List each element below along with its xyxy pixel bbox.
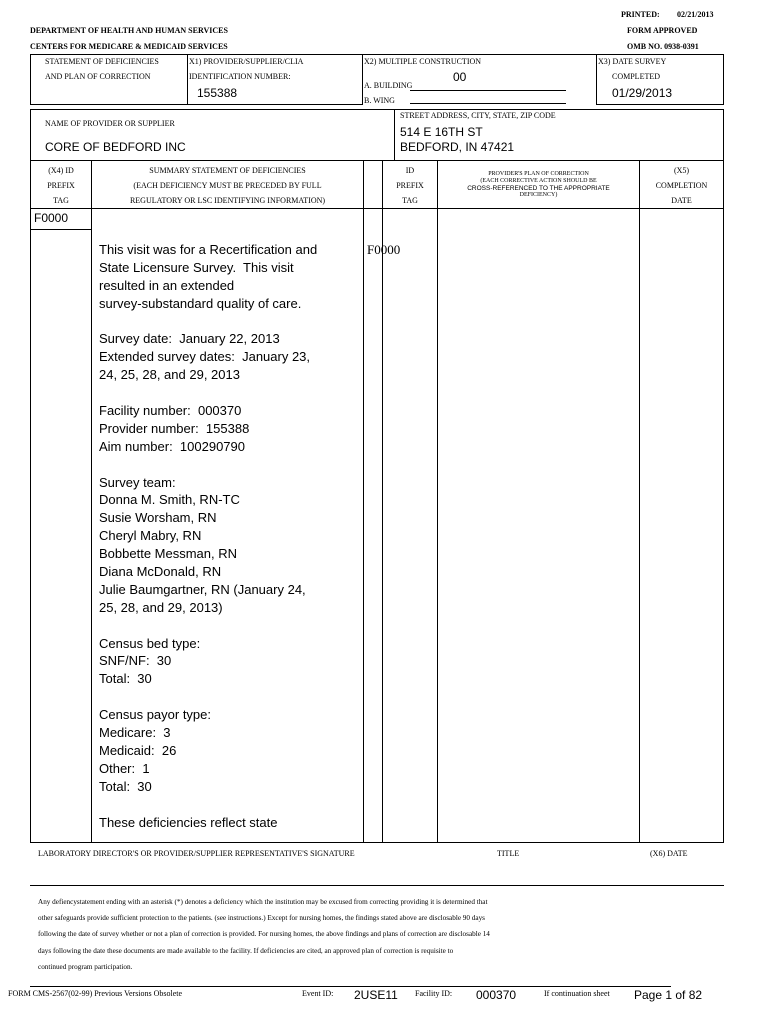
provider-name-label: NAME OF PROVIDER OR SUPPLIER <box>45 119 175 128</box>
disclaimer-line: days following the date these documents are made available to the facility. If deficiencies are cited, an approved plan of correction is requisite to <box>38 946 454 955</box>
disclaimer-line: continued program participation. <box>38 962 133 971</box>
title-label: TITLE <box>497 849 520 858</box>
summary-header-3: REGULATORY OR LSC IDENTIFYING INFORMATION) <box>129 196 326 205</box>
centers-name: CENTERS FOR MEDICARE & MEDICAID SERVICES <box>30 42 228 51</box>
summary-line: 25, 28, and 29, 2013) <box>99 599 223 615</box>
facility-id-value: 000370 <box>476 988 517 1002</box>
address-city: BEDFORD, IN 47421 <box>400 140 515 154</box>
summary-line: survey-substandard quality of care. <box>99 295 302 311</box>
summary-line: Cheryl Mabry, RN <box>99 528 202 544</box>
summary-line: These deficiencies reflect state <box>99 814 278 830</box>
summary-blank-line <box>99 688 361 706</box>
form-approved: FORM APPROVED <box>627 26 698 35</box>
summary-blank-line <box>99 796 361 814</box>
building-value: 00 <box>453 70 467 84</box>
statement-label-2: AND PLAN OF CORRECTION <box>45 72 151 81</box>
plan-header-4: DEFICIENCY) <box>519 192 558 198</box>
signature-label: LABORATORY DIRECTOR'S OR PROVIDER/SUPPLIER REPRESENTATIVE'S SIGNATURE <box>38 849 355 858</box>
summary-line: Aim number: 100290790 <box>99 438 245 454</box>
left-prefix-tag: F0000 <box>34 211 69 225</box>
event-id-label: Event ID: <box>302 989 334 998</box>
summary-line: Provider number: 155388 <box>99 420 250 436</box>
printed-date: 02/21/2013 <box>677 10 714 19</box>
wing-label: B. WING <box>364 96 395 105</box>
summary-line: Bobbette Messman, RN <box>99 546 238 562</box>
summary-line: Facility number: 000370 <box>99 403 242 419</box>
summary-line: Total: 30 <box>99 778 152 794</box>
statement-label-1: STATEMENT OF DEFICIENCIES <box>45 57 159 66</box>
facility-id-label: Facility ID: <box>415 989 453 998</box>
summary-line: State Licensure Survey. This visit <box>99 259 294 275</box>
summary-line: resulted in an extended <box>99 277 235 293</box>
summary-statement <box>99 241 361 831</box>
x5-header-3: DATE <box>671 196 692 205</box>
summary-header-1: SUMMARY STATEMENT OF DEFICIENCIES <box>149 166 306 175</box>
building-label: A. BUILDING <box>364 81 413 90</box>
omb-number: OMB NO. 0938-0391 <box>627 42 699 51</box>
x5-header-1: (X5) <box>673 166 690 175</box>
x6-date-label: (X6) DATE <box>650 849 688 858</box>
page-number: Page 1 of 82 <box>634 988 703 1002</box>
summary-line: SNF/NF: 30 <box>99 653 172 669</box>
provider-name-value: CORE OF BEDFORD INC <box>45 140 186 154</box>
summary-line: This visit was for a Recertification and <box>99 242 318 257</box>
plan-header-1: PROVIDER'S PLAN OF CORRECTION <box>488 171 589 177</box>
address-street: 514 E 16TH ST <box>400 125 483 139</box>
summary-blank-line <box>99 384 361 402</box>
form-number: FORM CMS-2567(02-99) Previous Versions Obsolete <box>8 989 183 998</box>
id-header-1: ID <box>405 166 415 175</box>
continuation-label: If continuation sheet <box>544 989 610 998</box>
id-header-3: TAG <box>402 196 418 205</box>
summary-line: 24, 25, 28, and 29, 2013 <box>99 367 240 383</box>
disclaimer-line: Any defiencystatement ending with an asterisk (*) denotes a deficiency which the institution may be excused from correcting providing it is determined that <box>38 898 488 906</box>
summary-line: Julie Baumgartner, RN (January 24, <box>99 581 306 597</box>
x5-header-2: COMPLETION <box>655 181 708 190</box>
x1-label-1: X1) PROVIDER/SUPPLIER/CLIA <box>189 57 304 66</box>
summary-line: Donna M. Smith, RN-TC <box>99 492 240 508</box>
x4-header-1: (X4) ID <box>48 166 74 175</box>
summary-line: Medicare: 3 <box>99 725 171 741</box>
summary-line: Extended survey dates: January 23, <box>99 349 311 365</box>
summary-header-2: (EACH DEFICIENCY MUST BE PRECEDED BY FULL <box>133 181 322 190</box>
x3-label-2: COMPLETED <box>612 72 660 81</box>
summary-line: Census bed type: <box>99 635 201 651</box>
event-id-value: 2USE11 <box>354 988 398 1002</box>
survey-date-value: 01/29/2013 <box>612 86 673 100</box>
disclaimer-line: following the date of survey whether or not a plan of correction is provided. For nursing homes, the above findings and plans of correction are disclosable 14 <box>38 930 490 939</box>
plan-header-3: CROSS-REFERENCED TO THE APPROPRIATE <box>467 185 610 192</box>
x4-header-2: PREFIX <box>47 181 75 190</box>
summary-line: Census payor type: <box>99 707 212 723</box>
disclaimer-text <box>38 894 718 975</box>
summary-line: Medicaid: 26 <box>99 742 177 758</box>
disclaimer-line: other safeguards provide sufficient protection to the patients. (see instructions.) Except for nursing homes, the findings stated above are disclosable 90 days <box>38 914 485 923</box>
plan-header-2: (EACH CORRECTIVE ACTION SHOULD BE <box>480 178 597 184</box>
summary-line: Survey team: <box>99 474 176 490</box>
x4-header-3: TAG <box>53 196 69 205</box>
id-header-2: PREFIX <box>396 181 424 190</box>
address-label: STREET ADDRESS, CITY, STATE, ZIP CODE <box>400 111 556 120</box>
x1-label-2: IDENTIFICATION NUMBER: <box>189 72 291 81</box>
x3-label-1: X3) DATE SURVEY <box>598 57 667 66</box>
summary-line: Total: 30 <box>99 671 152 687</box>
printed-label: PRINTED: <box>621 10 660 19</box>
summary-blank-line <box>99 456 361 474</box>
summary-line: Susie Worsham, RN <box>99 510 217 526</box>
right-prefix-tag: F0000 <box>367 242 401 257</box>
provider-id-value: 155388 <box>197 86 238 100</box>
summary-line: Other: 1 <box>99 760 150 776</box>
summary-blank-line <box>99 313 361 331</box>
summary-line: Diana McDonald, RN <box>99 564 222 580</box>
department-name: DEPARTMENT OF HEALTH AND HUMAN SERVICES <box>30 26 228 35</box>
x2-label: X2) MULTIPLE CONSTRUCTION <box>364 57 482 66</box>
summary-line: Survey date: January 22, 2013 <box>99 331 280 347</box>
summary-blank-line <box>99 617 361 635</box>
